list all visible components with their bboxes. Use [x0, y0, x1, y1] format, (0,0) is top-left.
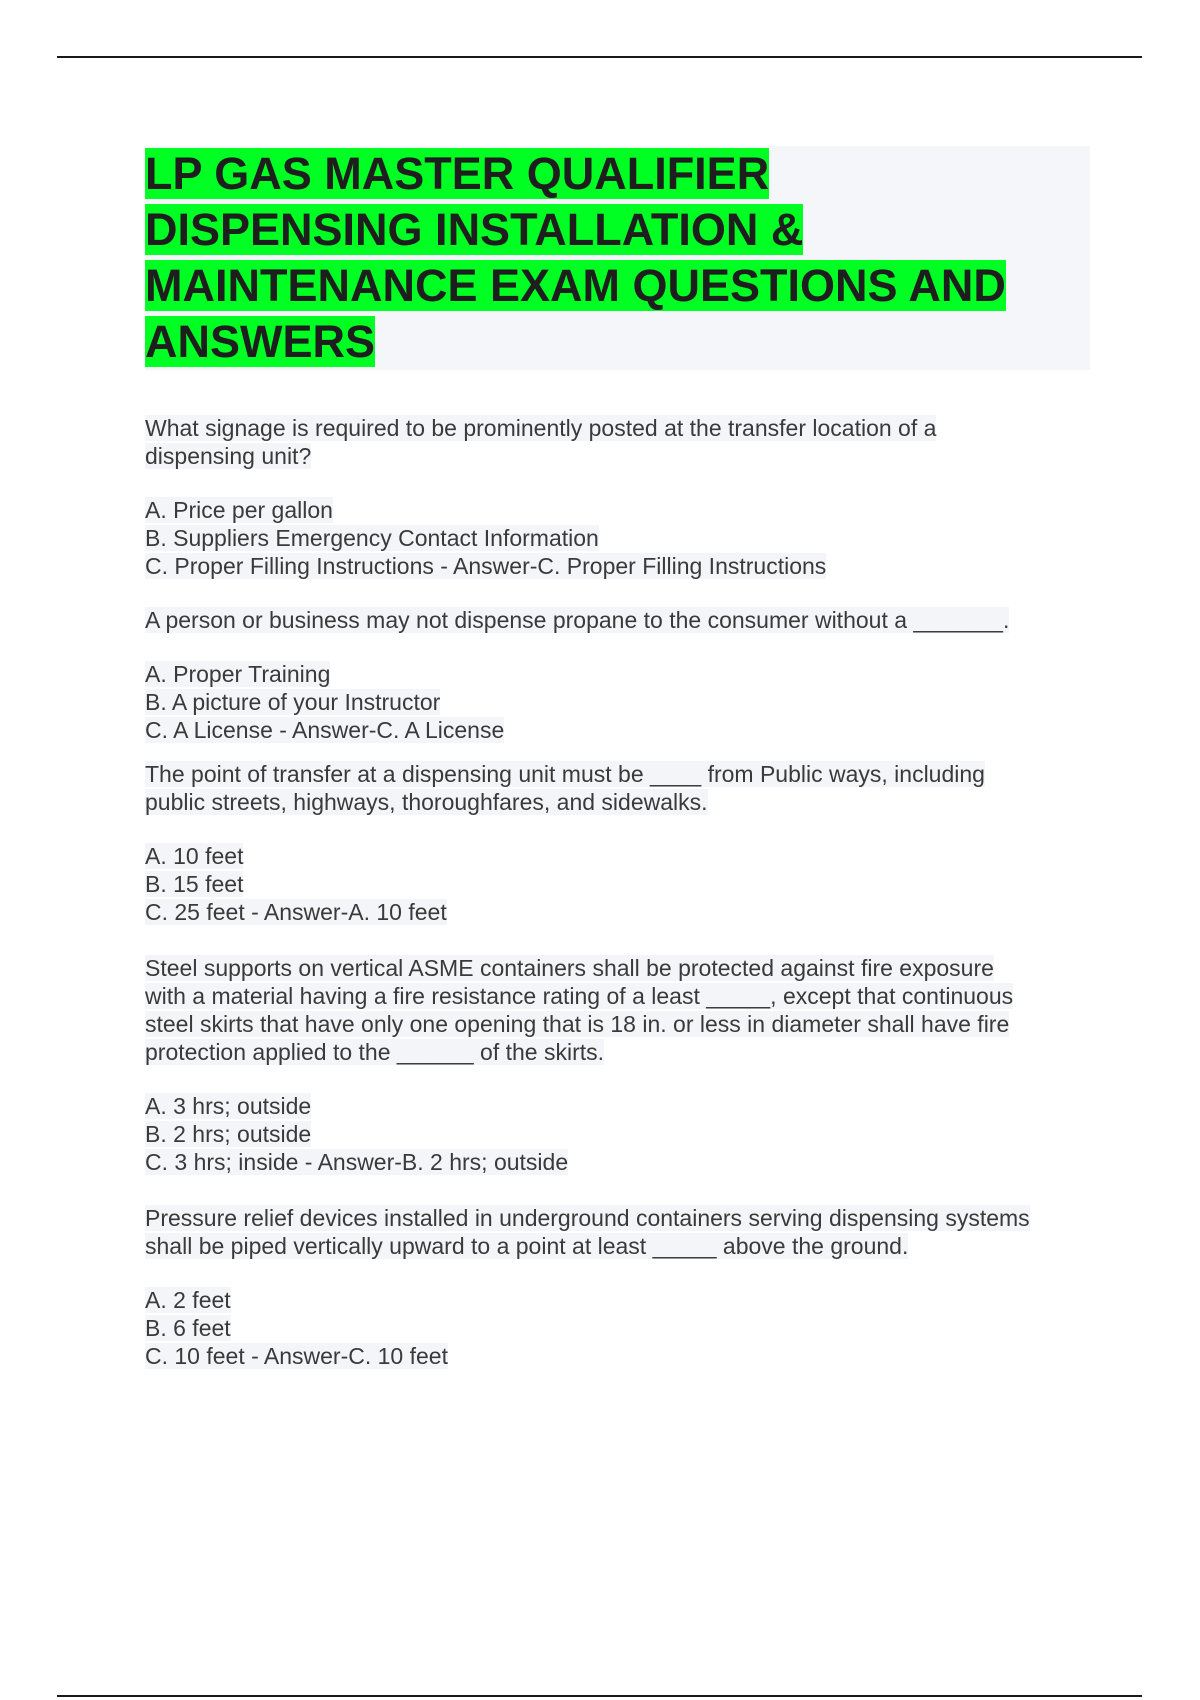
- document-body: [145, 146, 1090, 1370]
- option-label: A. 10 feet: [145, 843, 244, 869]
- question-1: [145, 414, 1090, 580]
- option-label: C. A License - Answer-C. A License: [145, 717, 505, 743]
- question-line: Steel supports on vertical ASME containers shall be protected against fire exposure: [145, 955, 994, 981]
- option-label: A. 2 feet: [145, 1287, 231, 1313]
- question-line: What signage is required to be prominently posted at the transfer location of a: [145, 415, 937, 441]
- top-rule: [57, 56, 1142, 58]
- option-label: C. Proper Filling Instructions - Answer-C. Proper Filling Instructions: [145, 553, 827, 579]
- option-label: A. Price per gallon: [145, 497, 333, 523]
- question-4: [145, 954, 1090, 1176]
- question-line: shall be piped vertically upward to a point at least _____ above the ground.: [145, 1233, 909, 1259]
- answer-options: [145, 1286, 1090, 1370]
- question-line: dispensing unit?: [145, 443, 312, 469]
- option-label: B. 2 hrs; outside: [145, 1121, 312, 1147]
- question-text: [145, 954, 1090, 1066]
- option-b: [145, 870, 1090, 898]
- option-c: [145, 716, 1090, 744]
- option-label: C. 25 feet - Answer-A. 10 feet: [145, 899, 447, 925]
- question-text: [145, 760, 1090, 816]
- option-a: [145, 1092, 1090, 1120]
- question-line: The point of transfer at a dispensing unit must be ____ from Public ways, including: [145, 761, 985, 787]
- question-3: [145, 760, 1090, 926]
- option-b: [145, 688, 1090, 716]
- question-line: public streets, highways, thoroughfares, and sidewalks.: [145, 789, 708, 815]
- answer-options: [145, 842, 1090, 926]
- option-label: B. 6 feet: [145, 1315, 231, 1341]
- option-a: [145, 660, 1090, 688]
- option-label: A. Proper Training: [145, 661, 331, 687]
- question-line: with a material having a fire resistance rating of a least _____, except that continuous: [145, 983, 1014, 1009]
- answer-options: [145, 1092, 1090, 1176]
- option-label: B. Suppliers Emergency Contact Information: [145, 525, 599, 551]
- option-label: B. 15 feet: [145, 871, 244, 897]
- title-line: LP GAS MASTER QUALIFIER: [145, 148, 770, 199]
- option-label: B. A picture of your Instructor: [145, 689, 441, 715]
- answer-options: [145, 660, 1090, 744]
- option-c: [145, 1342, 1090, 1370]
- option-label: C. 10 feet - Answer-C. 10 feet: [145, 1343, 448, 1369]
- document-title: [145, 146, 1090, 370]
- option-b: [145, 524, 1090, 552]
- option-a: [145, 496, 1090, 524]
- question-line: Pressure relief devices installed in underground containers serving dispensing systems: [145, 1205, 1030, 1231]
- question-line: steel skirts that have only one opening that is 18 in. or less in diameter shall have fire: [145, 1011, 1010, 1037]
- option-c: [145, 552, 1090, 580]
- option-a: [145, 1286, 1090, 1314]
- question-2: [145, 606, 1090, 744]
- title-line: ANSWERS: [145, 316, 376, 367]
- answer-options: [145, 496, 1090, 580]
- option-b: [145, 1120, 1090, 1148]
- option-c: [145, 898, 1090, 926]
- option-label: C. 3 hrs; inside - Answer-B. 2 hrs; outside: [145, 1149, 569, 1175]
- title-line: MAINTENANCE EXAM QUESTIONS AND: [145, 260, 1006, 311]
- question-text: [145, 606, 1090, 634]
- question-5: [145, 1204, 1090, 1370]
- question-line: protection applied to the ______ of the skirts.: [145, 1039, 605, 1065]
- bottom-rule: [57, 1695, 1142, 1697]
- option-c: [145, 1148, 1090, 1176]
- question-line: A person or business may not dispense propane to the consumer without a _______.: [145, 607, 1010, 633]
- title-block: [145, 146, 1090, 370]
- title-line: DISPENSING INSTALLATION &: [145, 204, 804, 255]
- option-a: [145, 842, 1090, 870]
- option-label: A. 3 hrs; outside: [145, 1093, 312, 1119]
- option-b: [145, 1314, 1090, 1342]
- question-text: [145, 414, 1090, 470]
- question-text: [145, 1204, 1090, 1260]
